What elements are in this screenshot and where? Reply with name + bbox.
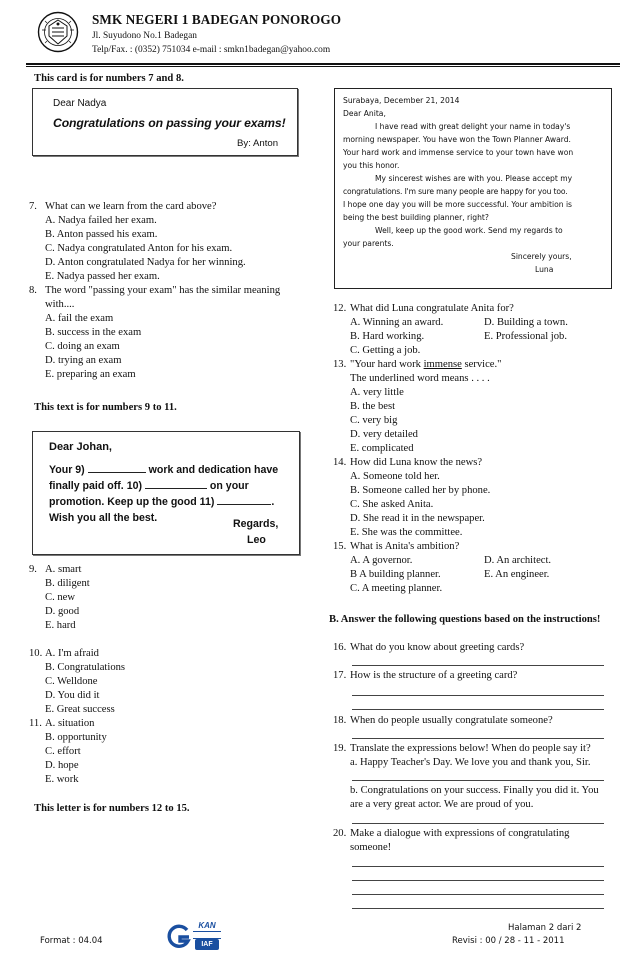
q14-option-b: B. Someone called her by phone. [350, 485, 491, 496]
q8-option-d: D. trying an exam [45, 355, 122, 366]
q14-option-e: E. She was the committee. [350, 527, 463, 538]
q19-item-a: a. Happy Teacher's Day. We love you and thank you, Sir. [350, 757, 591, 768]
cert-logo-icon [166, 924, 192, 948]
kan-swoosh-icon [193, 931, 221, 939]
q9-number: 9. [29, 564, 37, 575]
q19-number: 19. [333, 743, 347, 754]
q13-option-c: C. very big [350, 415, 398, 426]
q10-number: 10. [29, 648, 43, 659]
letter-line-5: My sincerest wishes are with you. Please accept my [375, 174, 573, 183]
letter-line-6: congratulations. I'm sure many people are happy for you too. [343, 187, 568, 196]
iaf-label: IAF [195, 939, 219, 950]
q16-stem: What do you know about greeting cards? [350, 642, 525, 653]
q19-item-b: b. Congratulations on your success. Finally you did it. You [350, 785, 599, 796]
card1-greeting: Dear Nadya [53, 98, 107, 109]
card2-regards: Regards, [233, 518, 279, 530]
q9-option-a: A. smart [45, 564, 82, 575]
letter-date: Surabaya, December 21, 2014 [343, 96, 460, 105]
footer-format: Format : 04.04 [40, 936, 103, 946]
card2-line2-start: finally paid off. 10) [49, 480, 143, 492]
letter-intro: This letter is for numbers 12 to 15. [34, 803, 190, 814]
letter-greeting: Dear Anita, [343, 109, 386, 118]
q20-number: 20. [333, 828, 347, 839]
greeting-card-johan [32, 431, 300, 555]
q14-option-a: A. Someone told her. [350, 471, 440, 482]
blank-9 [88, 472, 146, 473]
q14-stem: How did Luna know the news? [350, 457, 483, 468]
q18-stem: When do people usually congratulate someone? [350, 715, 553, 726]
letter-signature: Luna [535, 265, 554, 274]
q11-option-b: B. opportunity [45, 732, 107, 743]
q12-stem: What did Luna congratulate Anita for? [350, 303, 514, 314]
q10-option-c: C. Welldone [45, 676, 98, 687]
q10-option-d: D. You did it [45, 690, 100, 701]
q8-stem-cont: with.... [45, 299, 75, 310]
q9-option-c: C. new [45, 592, 76, 603]
q11-option-c: C. effort [45, 746, 81, 757]
q13-sub: The underlined word means . . . . [350, 373, 490, 384]
q15-option-d: D. An architect. [484, 555, 552, 566]
q14-option-c: C. She asked Anita. [350, 499, 434, 510]
letter-line-4: you this honor. [343, 161, 400, 170]
q17-number: 17. [333, 670, 347, 681]
footer-revisi: Revisi : 00 / 28 - 11 - 2011 [452, 936, 565, 946]
q13-stem [350, 358, 501, 372]
school-name: SMK NEGERI 1 BADEGAN PONOROGO [92, 12, 342, 27]
q17-stem: How is the structure of a greeting card? [350, 670, 518, 681]
q14-number: 14. [333, 457, 347, 468]
answer-line [352, 738, 604, 739]
q7-option-c: C. Nadya congratulated Anton for his exam. [45, 243, 233, 254]
q11-option-a: A. situation [45, 718, 95, 729]
q12-number: 12. [333, 303, 347, 314]
letter-line-7: I hope one day you will be more successful. Your ambition is [343, 200, 573, 209]
card1-sign: By: Anton [237, 138, 279, 149]
q12-option-b: B. Hard working. [350, 331, 425, 342]
card2-line3-start: promotion. Keep up the good 11) [49, 496, 215, 508]
q13-stem-pre: "Your hard work [350, 359, 424, 370]
q15-stem: What is Anita's ambition? [350, 541, 460, 552]
q7-option-d: D. Anton congratulated Nadya for her winning. [45, 257, 246, 268]
card2-sign: Leo [247, 534, 266, 546]
header-rule-thin [26, 66, 620, 67]
kan-iaf-logo [193, 921, 221, 951]
q15-option-e: E. An engineer. [484, 569, 550, 580]
card2-line3 [49, 496, 274, 508]
q20-stem: Make a dialogue with expressions of congratulating [350, 828, 570, 839]
q7-number: 7. [29, 201, 37, 212]
q12-option-c: C. Getting a job. [350, 345, 421, 356]
q11-option-e: E. work [45, 774, 79, 785]
letter-line-1: I have read with great delight your name in today's [375, 122, 571, 131]
blank-11 [217, 504, 271, 505]
q18-number: 18. [333, 715, 347, 726]
q15-option-a: A. A governor. [350, 555, 413, 566]
q14-option-d: D. She read it in the newspaper. [350, 513, 485, 524]
letter-line-2: morning newspaper. You have won the Town Planner Award. [343, 135, 571, 144]
q8-option-e: E. preparing an exam [45, 369, 136, 380]
q13-number: 13. [333, 359, 347, 370]
answer-line [352, 780, 604, 781]
q8-option-a: A. fail the exam [45, 313, 114, 324]
card2-greeting: Dear Johan, [49, 441, 112, 453]
blank-10 [145, 488, 207, 489]
q15-option-c: C. A meeting planner. [350, 583, 443, 594]
q8-option-b: B. success in the exam [45, 327, 142, 338]
section-b-heading: B. Answer the following questions based on the instructions! [329, 614, 601, 625]
q13-option-d: D. very detailed [350, 429, 418, 440]
card2-intro: This text is for numbers 9 to 11. [34, 402, 177, 413]
letter-line-9: Well, keep up the good work. Send my regards to [375, 226, 563, 235]
q11-number: 11. [29, 718, 42, 729]
letter-closing: Sincerely yours, [511, 252, 572, 261]
letter-box [334, 88, 612, 289]
q16-number: 16. [333, 642, 347, 653]
answer-line [352, 866, 604, 867]
q7-option-a: A. Nadya failed her exam. [45, 215, 157, 226]
q9-option-b: B. diligent [45, 578, 90, 589]
letter-line-3: Your hard work and immense service to your town have won [343, 148, 574, 157]
answer-line [352, 880, 604, 881]
q13-stem-post: service." [461, 359, 502, 370]
school-address: Jl. Suyudono No.1 Badegan [92, 31, 197, 41]
q15-number: 15. [333, 541, 347, 552]
q13-option-e: E. complicated [350, 443, 414, 454]
answer-line [352, 908, 604, 909]
card2-line2 [49, 480, 249, 492]
q19-item-b-cont: are a very great actor. We are proud of you. [350, 799, 534, 810]
card2-line1-end: work and dedication have [148, 464, 279, 476]
q10-option-e: E. Great success [45, 704, 115, 715]
card2-line2-end: on your [209, 480, 249, 492]
q15-option-b: B A building planner. [350, 569, 441, 580]
card2-line3-end: . [271, 496, 275, 508]
q7-option-b: B. Anton passed his exam. [45, 229, 158, 240]
q13-underlined-word: immense [423, 359, 462, 370]
q12-option-a: A. Winning an award. [350, 317, 444, 328]
q13-option-a: A. very little [350, 387, 404, 398]
q20-stem-cont: someone! [350, 842, 392, 853]
q19-stem: Translate the expressions below! When do people say it? [350, 743, 591, 754]
answer-line [352, 823, 604, 824]
q13-option-b: B. the best [350, 401, 396, 412]
q12-option-d: D. Building a town. [484, 317, 568, 328]
card1-intro: This card is for numbers 7 and 8. [34, 73, 184, 84]
letter-line-10: your parents. [343, 239, 394, 248]
kan-label: KAN [198, 921, 216, 930]
answer-line [352, 709, 604, 710]
answer-line [352, 695, 604, 696]
q11-option-d: D. hope [45, 760, 79, 771]
q7-stem: What can we learn from the card above? [45, 201, 217, 212]
q7-option-e: E. Nadya passed her exam. [45, 271, 160, 282]
q9-option-e: E. hard [45, 620, 76, 631]
answer-line [352, 665, 604, 666]
card2-line4: Wish you all the best. [49, 512, 158, 524]
q8-stem: The word "passing your exam" has the similar meaning [45, 285, 281, 296]
q8-option-c: C. doing an exam [45, 341, 120, 352]
footer-page: Halaman 2 dari 2 [508, 923, 582, 933]
card2-line1-start: Your 9) [49, 464, 85, 476]
school-logo [37, 10, 79, 54]
card1-message: Congratulations on passing your exams! [53, 116, 286, 130]
q8-number: 8. [29, 285, 37, 296]
q12-option-e: E. Professional job. [484, 331, 567, 342]
answer-line [352, 894, 604, 895]
school-contact: Telp/Fax. : (0352) 751034 e-mail : smkn1badegan@yahoo.com [92, 45, 331, 55]
card2-line1 [49, 464, 278, 476]
q10-option-a: A. I'm afraid [45, 648, 99, 659]
q9-option-d: D. good [45, 606, 80, 617]
header-rule [26, 63, 620, 65]
q10-option-b: B. Congratulations [45, 662, 126, 673]
letter-line-8: being the best building planner, right? [343, 213, 489, 222]
greeting-card-nadya [32, 88, 298, 156]
